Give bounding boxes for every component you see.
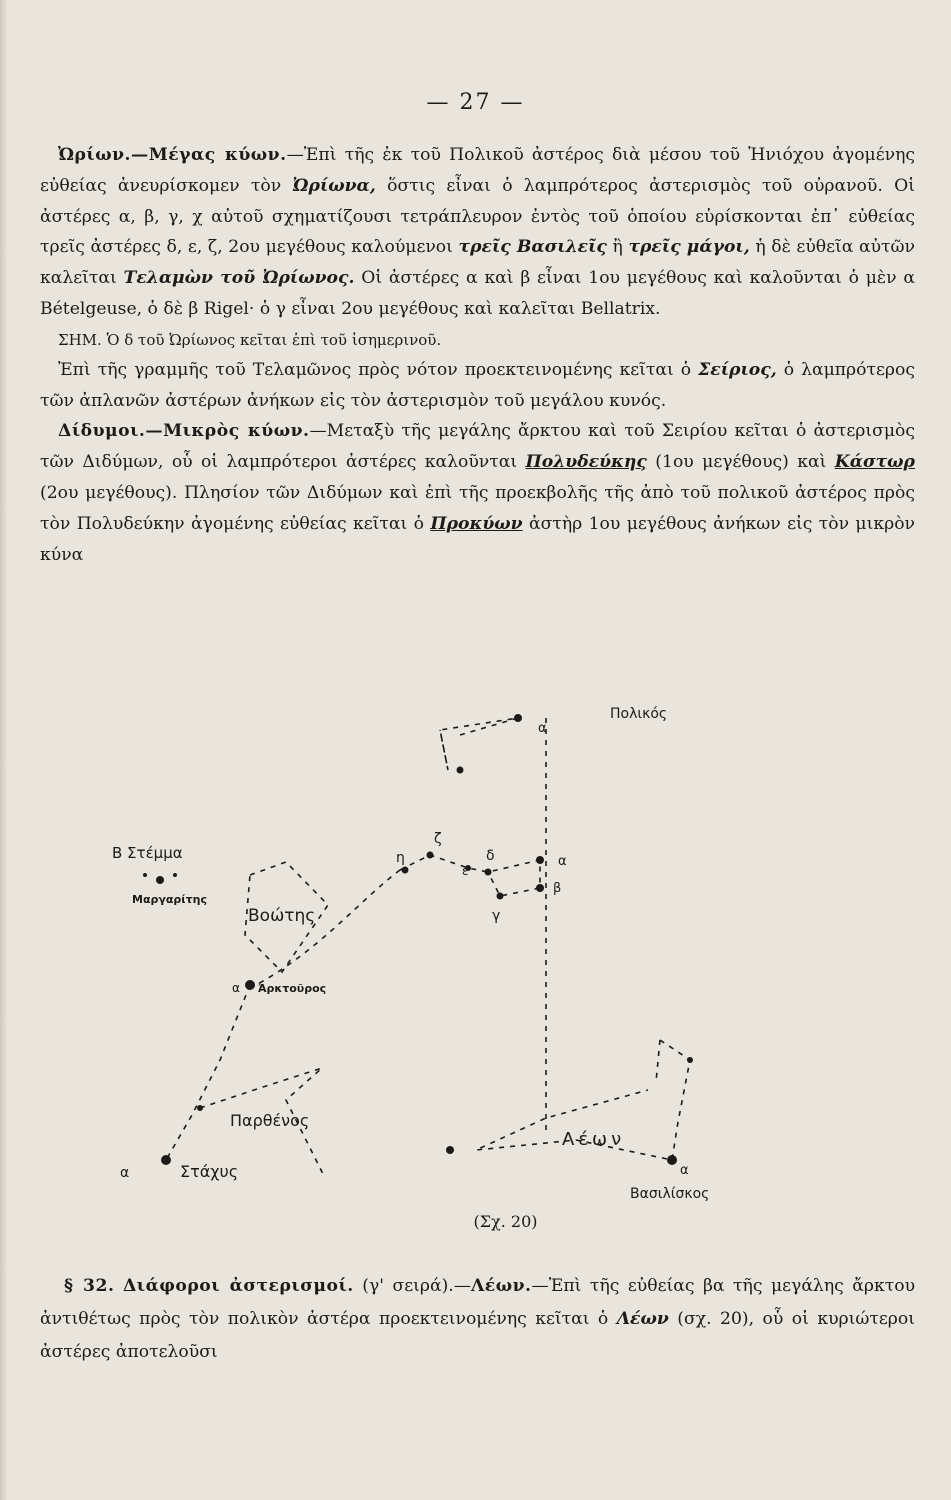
- star-chart-figure: [100, 690, 860, 1220]
- body-text: [40, 140, 915, 570]
- text-run: (2ου μεγέθους). Πλησίον τῶν Διδύμων καὶ ἐπὶ τῆς προεκβολῆς τῆς ἀπὸ τοῦ πολικοῦ ἀστέρος πρὸς τὸν Πολυδεύκην ἀγομένης εὐθείας κεῖται ὁ: [40, 482, 915, 534]
- label-bootes: Βοώτης: [248, 906, 316, 926]
- star-gamma-ursa: [497, 893, 504, 900]
- arcturus-to-spica: [166, 985, 250, 1160]
- note: ΣΗΜ. Ὁ δ τοῦ Ὠρίωνος κεῖται ἐπὶ τοῦ ἰσημερινοῦ.: [58, 330, 442, 349]
- section-number: § 32.: [64, 1276, 115, 1296]
- label-alpha-polaris: α: [538, 721, 547, 736]
- star-leo-head: [687, 1057, 693, 1063]
- star-regulus: [667, 1155, 677, 1165]
- text-run: ἀστὴρ 1ου μεγέθους ἀνήκων εἰς τὸν μικρὸν κύνα: [40, 513, 915, 565]
- label-zeta: ζ: [434, 831, 442, 847]
- section-heading-gemini: Δίδυμοι.—Μικρὸς κύων.: [58, 421, 310, 442]
- paragraph-gemini: [40, 416, 915, 570]
- star-corona: [143, 873, 147, 877]
- section-heading-orion: Ὠρίων.—Μέγας κύων.: [58, 145, 287, 165]
- label-alpha-regulus: α: [680, 1163, 689, 1178]
- section-heading-leo: Λέων.: [470, 1276, 532, 1296]
- leo-head-line: [656, 1040, 660, 1082]
- label-alpha-arcturus: α: [232, 981, 240, 995]
- label-delta: δ: [486, 848, 495, 864]
- label-alpha-spica: α: [120, 1165, 130, 1181]
- term-sirius: Σείριος,: [698, 359, 777, 380]
- guide-lines: [166, 718, 690, 1178]
- label-gamma: γ: [492, 908, 501, 924]
- star-leo-tail: [446, 1146, 454, 1154]
- star-delta-ursa: [485, 869, 492, 876]
- label-regulus: Βασιλίσκος: [630, 1186, 710, 1202]
- text-run: (γ' σειρά).—: [353, 1276, 471, 1296]
- term-three-magi: τρεῖς μάγοι,: [628, 237, 750, 258]
- term-three-kings: τρεῖς Βασιλεῖς: [458, 237, 607, 258]
- star-beta-ursa: [536, 884, 544, 892]
- label-spica: Στάχυς: [180, 1162, 239, 1181]
- text-run: (σχ. 20), οὗ οἱ κυριώτεροι ἀστέρες ἀποτελοῦσι: [40, 1309, 915, 1362]
- term-orion-belt: Τελαμὼν τοῦ Ὠρίωνος.: [123, 268, 355, 289]
- section-32: [40, 1270, 915, 1369]
- label-arcturus: Ἀρκτοῦρος: [258, 982, 327, 995]
- text-run: Οἱ ἀστέρες α καὶ β εἶναι 1ου μεγέθους καὶ καλοῦνται ὁ μὲν α Bételgeuse, ὁ δὲ β Rigel· ὁ γ εἶναι 2ου μεγέθους καὶ καλεῖται Bellatrix.: [40, 268, 915, 319]
- label-alpha: α: [558, 854, 567, 869]
- term-leo: Λέων: [616, 1309, 669, 1329]
- star-polaris: [514, 714, 522, 722]
- star-eta-ursa: [402, 867, 409, 874]
- arc-to-arcturus: [256, 870, 400, 985]
- figure-caption: (Σχ. 20): [473, 1212, 538, 1231]
- term-pollux: Πολυδεύκης: [525, 452, 647, 473]
- page-number: — 27 —: [426, 90, 525, 115]
- label-epsilon: ε: [462, 864, 469, 878]
- text-run: —Ἐπὶ τῆς εὐθείας βα τῆς μεγάλης ἄρκτου ἀντιθέτως πρὸς τὸν πολικὸν ἀστέρα προεκτεινομένης κεῖται ὁ: [40, 1276, 916, 1329]
- label-polaris: Πολικός: [610, 706, 668, 722]
- paragraph-sirius: [40, 355, 915, 417]
- label-beta: β: [553, 881, 562, 896]
- star-spica: [161, 1155, 171, 1165]
- star-margaritis: [156, 876, 164, 884]
- text-run: (1ου μεγέθους) καὶ: [646, 452, 835, 473]
- paragraph-orion: [40, 140, 915, 325]
- text-run: ὁ λαμπρότερος τῶν ἀπλανῶν ἀστέρων ἀνήκων εἰς τὸν ἀστερισμὸν τοῦ μεγάλου κυνός.: [40, 359, 915, 411]
- label-eta: η: [396, 850, 405, 866]
- text-run: ἢ: [606, 237, 629, 258]
- text-run: ὅστις εἶναι ὁ λαμπρότερος ἀστερισμὸς τοῦ οὐρανοῦ. Οἱ ἀστέρες α, β, γ, χ αὐτοῦ σχηματίζουσι τετράπλευρον ἐντὸς τοῦ ὁποίου εὑρίσκονται ἐπ᾽ εὐθείας τρεῖς ἀστέρες δ, ε, ζ, 2ου μεγέθους καλούμενοι: [40, 175, 915, 258]
- text-run: —Μεταξὺ τῆς μεγάλης ἄρκτου καὶ τοῦ Σειρίου κεῖται ὁ ἀστερισμὸς τῶν Διδύμων, οὗ οἱ λαμπρότεροι ἀστέρες καλοῦνται: [40, 421, 915, 473]
- term-orion: Ὠρίωνα,: [292, 175, 376, 196]
- text-run: ἡ δὲ εὐθεῖα αὐτῶν καλεῖται: [40, 237, 916, 289]
- text-run: Ἐπὶ τῆς γραμμῆς τοῦ Τελαμῶνος πρὸς νότον προεκτεινομένης κεῖται ὁ: [58, 359, 699, 380]
- star-zeta-ursa: [427, 852, 434, 859]
- term-castor: Κάστωρ: [834, 452, 915, 473]
- label-leo: Λέων: [562, 1129, 626, 1150]
- label-corona: Β Στέμμα: [112, 844, 183, 862]
- label-virgo: Παρθένος: [230, 1111, 310, 1130]
- little-bear-lines: [440, 718, 518, 770]
- stars: [143, 714, 693, 1165]
- page-edge-shadow: [0, 0, 8, 1500]
- star-little-bear: [457, 767, 464, 774]
- section-heading-various: Διάφοροι ἀστερισμοί.: [122, 1276, 354, 1296]
- star-chart-svg: [100, 690, 860, 1220]
- text-run: —Ἐπὶ τῆς ἐκ τοῦ Πολικοῦ ἀστέρος διὰ μέσου τοῦ Ἡνιόχου ἀγομένης εὐθείας ἀνευρίσκομεν τὸν: [40, 145, 915, 196]
- star-arcturus: [245, 980, 255, 990]
- star-virgo: [197, 1105, 203, 1111]
- star-alpha-ursa: [536, 856, 544, 864]
- big-dipper-lines: [400, 855, 540, 896]
- paragraph-leo: [40, 1270, 915, 1369]
- term-procyon: Προκύων: [430, 513, 523, 534]
- star-corona: [173, 873, 177, 877]
- label-margaritis: Μαργαρίτης: [132, 893, 207, 906]
